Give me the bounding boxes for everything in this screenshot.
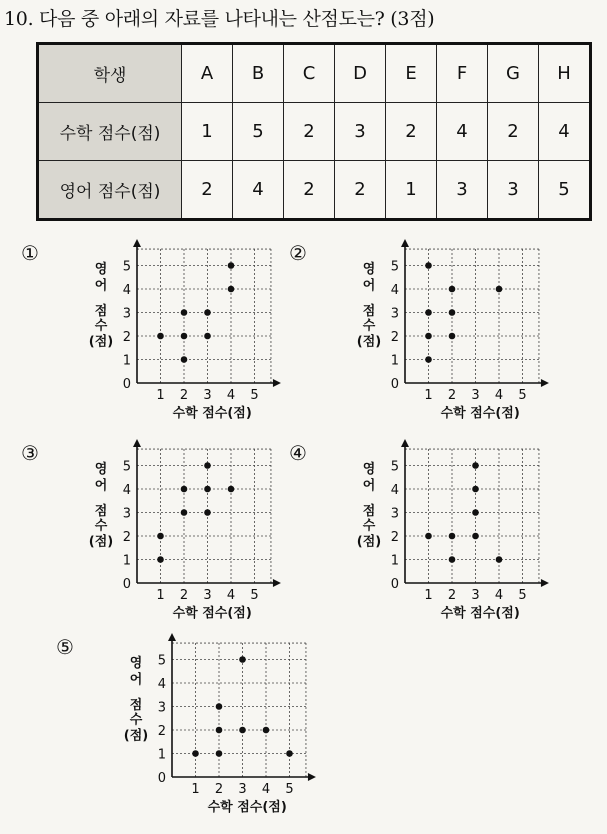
math-score-cell: 3 — [335, 103, 386, 161]
x-axis-label: 수학 점수(점) — [172, 406, 252, 421]
y-tick-label: 5 — [122, 459, 131, 475]
math-score-cell: 4 — [437, 103, 488, 161]
data-point — [472, 509, 479, 516]
table-row-math — [38, 103, 591, 161]
choice-number: ④ — [289, 441, 307, 465]
choice-number: ① — [21, 241, 39, 265]
math-score-cell: 2 — [386, 103, 437, 161]
y-axis-label: 영 — [94, 261, 108, 277]
data-point — [425, 356, 432, 363]
y-axis-arrow — [133, 439, 141, 447]
choice-number: ② — [289, 241, 307, 265]
y-axis-label: 어 — [362, 478, 376, 494]
x-axis-label: 수학 점수(점) — [440, 406, 520, 421]
y-tick-label: 0 — [390, 577, 399, 592]
x-axis-arrow — [273, 579, 281, 587]
y-tick-label: 3 — [390, 306, 399, 322]
data-point — [181, 333, 188, 340]
data-point — [157, 333, 164, 340]
data-point — [425, 309, 432, 316]
x-axis-arrow — [541, 579, 549, 587]
data-point — [496, 556, 503, 563]
y-tick-label: 4 — [122, 483, 131, 498]
data-point — [496, 286, 503, 293]
y-axis-label: 어 — [129, 672, 143, 688]
data-point — [204, 462, 211, 469]
data-point — [216, 703, 223, 710]
x-axis-arrow — [308, 773, 316, 781]
english-score-cell: 2 — [335, 161, 386, 220]
student-cell: F — [437, 44, 488, 103]
y-axis-label: 수 — [362, 318, 376, 334]
student-cell: B — [233, 44, 284, 103]
data-point — [181, 509, 188, 516]
y-axis-label: 수 — [129, 712, 143, 728]
y-tick-label: 2 — [122, 530, 131, 545]
x-tick-label: 2 — [214, 782, 224, 797]
data-point — [157, 533, 164, 540]
data-point — [449, 556, 456, 563]
y-axis-label: (점) — [88, 534, 114, 550]
data-point — [239, 656, 246, 663]
student-cell: D — [335, 44, 386, 103]
data-point — [425, 333, 432, 340]
y-tick-label: 2 — [157, 724, 166, 739]
x-tick-label: 3 — [203, 388, 212, 403]
data-point — [192, 750, 199, 757]
y-axis-label: (점) — [88, 334, 114, 350]
x-tick-label: 2 — [447, 588, 457, 603]
data-point — [228, 262, 235, 269]
scatter-plot-4 — [283, 438, 553, 628]
question-text: 10. 다음 중 아래의 자료를 나타내는 산점도는? (3점) — [4, 8, 435, 30]
x-tick-label: 4 — [261, 782, 271, 797]
data-point — [216, 750, 223, 757]
y-axis-label: 영 — [362, 261, 376, 277]
y-axis-label: 점 — [94, 504, 108, 520]
y-axis-label: 점 — [362, 504, 376, 520]
y-tick-label: 3 — [122, 506, 131, 522]
student-cell: G — [488, 44, 539, 103]
x-tick-label: 3 — [471, 388, 480, 403]
math-score-cell: 4 — [539, 103, 591, 161]
scatter-plot-5 — [50, 632, 320, 822]
x-tick-label: 3 — [203, 588, 212, 603]
y-axis-label: 영 — [129, 655, 143, 671]
data-point — [449, 333, 456, 340]
y-tick-label: 0 — [157, 771, 166, 786]
x-tick-label: 1 — [156, 388, 165, 403]
y-tick-label: 1 — [157, 747, 166, 763]
y-tick-label: 0 — [122, 377, 131, 392]
data-table — [36, 42, 592, 221]
student-cell: H — [539, 44, 591, 103]
y-axis-label: (점) — [123, 728, 149, 744]
table-row-english — [38, 161, 591, 220]
x-tick-label: 5 — [518, 388, 527, 403]
x-tick-label: 5 — [250, 588, 259, 603]
english-score-cell: 1 — [386, 161, 437, 220]
x-tick-label: 2 — [179, 388, 189, 403]
y-axis-arrow — [168, 633, 176, 641]
y-axis-label: 점 — [94, 304, 108, 320]
y-tick-label: 4 — [157, 677, 166, 692]
data-point — [228, 486, 235, 493]
x-axis-label: 수학 점수(점) — [207, 800, 287, 815]
y-axis-arrow — [401, 439, 409, 447]
english-score-cell: 2 — [284, 161, 335, 220]
data-point — [204, 333, 211, 340]
y-tick-label: 4 — [390, 483, 399, 498]
y-tick-label: 3 — [157, 700, 166, 716]
choice-number: ③ — [21, 441, 39, 465]
math-score-cell: 2 — [488, 103, 539, 161]
y-tick-label: 1 — [390, 553, 399, 569]
scatter-plot-1 — [15, 238, 285, 428]
data-point — [228, 286, 235, 293]
english-score-cell: 2 — [182, 161, 233, 220]
data-point — [263, 727, 270, 734]
y-tick-label: 5 — [122, 259, 131, 275]
x-tick-label: 1 — [424, 388, 433, 403]
x-tick-label: 2 — [447, 388, 457, 403]
x-tick-label: 5 — [250, 388, 259, 403]
y-tick-label: 2 — [390, 330, 399, 345]
y-tick-label: 2 — [122, 330, 131, 345]
y-tick-label: 2 — [390, 530, 399, 545]
data-point — [204, 486, 211, 493]
y-axis-label: 영 — [362, 461, 376, 477]
y-tick-label: 3 — [122, 306, 131, 322]
y-axis-label: 수 — [94, 318, 108, 334]
data-point — [449, 286, 456, 293]
data-point — [472, 533, 479, 540]
x-tick-label: 3 — [238, 782, 247, 797]
y-axis-arrow — [133, 239, 141, 247]
y-axis-label: 어 — [362, 278, 376, 294]
y-tick-label: 5 — [390, 459, 399, 475]
y-tick-label: 5 — [157, 653, 166, 669]
y-axis-label: 점 — [129, 698, 143, 714]
y-tick-label: 5 — [390, 259, 399, 275]
student-cell: A — [182, 44, 233, 103]
data-point — [472, 486, 479, 493]
data-point — [181, 356, 188, 363]
header-label: 학생 — [38, 44, 182, 103]
y-tick-label: 0 — [122, 577, 131, 592]
x-tick-label: 4 — [226, 588, 236, 603]
choice-number: ⑤ — [56, 635, 74, 659]
y-axis-label: 영 — [94, 461, 108, 477]
x-axis-arrow — [273, 379, 281, 387]
x-tick-label: 4 — [494, 588, 504, 603]
english-score-cell: 4 — [233, 161, 284, 220]
y-axis-label: 수 — [362, 518, 376, 534]
english-score-cell: 3 — [437, 161, 488, 220]
y-tick-label: 4 — [122, 283, 131, 298]
y-tick-label: 1 — [390, 353, 399, 369]
x-tick-label: 1 — [156, 588, 165, 603]
english-score-cell: 5 — [539, 161, 591, 220]
y-axis-label: (점) — [356, 534, 382, 550]
data-point — [449, 309, 456, 316]
y-tick-label: 0 — [390, 377, 399, 392]
data-point — [181, 486, 188, 493]
y-axis-label: 점 — [362, 304, 376, 320]
x-tick-label: 4 — [494, 388, 504, 403]
y-axis-label: (점) — [356, 334, 382, 350]
y-tick-label: 3 — [390, 506, 399, 522]
data-point — [425, 262, 432, 269]
x-axis-label: 수학 점수(점) — [172, 606, 252, 621]
scatter-plot-2 — [283, 238, 553, 428]
y-tick-label: 1 — [122, 553, 131, 569]
data-point — [286, 750, 293, 757]
x-tick-label: 5 — [285, 782, 294, 797]
data-point — [472, 462, 479, 469]
x-tick-label: 1 — [191, 782, 200, 797]
data-point — [216, 727, 223, 734]
x-axis-label: 수학 점수(점) — [440, 606, 520, 621]
english-label: 영어 점수(점) — [38, 161, 182, 220]
data-point — [181, 309, 188, 316]
student-cell: E — [386, 44, 437, 103]
x-tick-label: 1 — [424, 588, 433, 603]
y-tick-label: 4 — [390, 283, 399, 298]
data-point — [204, 509, 211, 516]
student-cell: C — [284, 44, 335, 103]
data-point — [425, 533, 432, 540]
y-axis-arrow — [401, 239, 409, 247]
y-tick-label: 1 — [122, 353, 131, 369]
y-axis-label: 어 — [94, 478, 108, 494]
math-score-cell: 1 — [182, 103, 233, 161]
english-score-cell: 3 — [488, 161, 539, 220]
data-point — [204, 309, 211, 316]
x-axis-arrow — [541, 379, 549, 387]
math-score-cell: 2 — [284, 103, 335, 161]
y-axis-label: 어 — [94, 278, 108, 294]
data-point — [239, 727, 246, 734]
x-tick-label: 3 — [471, 588, 480, 603]
x-tick-label: 4 — [226, 388, 236, 403]
x-tick-label: 2 — [179, 588, 189, 603]
x-tick-label: 5 — [518, 588, 527, 603]
y-axis-label: 수 — [94, 518, 108, 534]
table-row-students — [38, 44, 591, 103]
data-point — [157, 556, 164, 563]
math-score-cell: 5 — [233, 103, 284, 161]
math-label: 수학 점수(점) — [38, 103, 182, 161]
scatter-plot-3 — [15, 438, 285, 628]
data-point — [449, 533, 456, 540]
